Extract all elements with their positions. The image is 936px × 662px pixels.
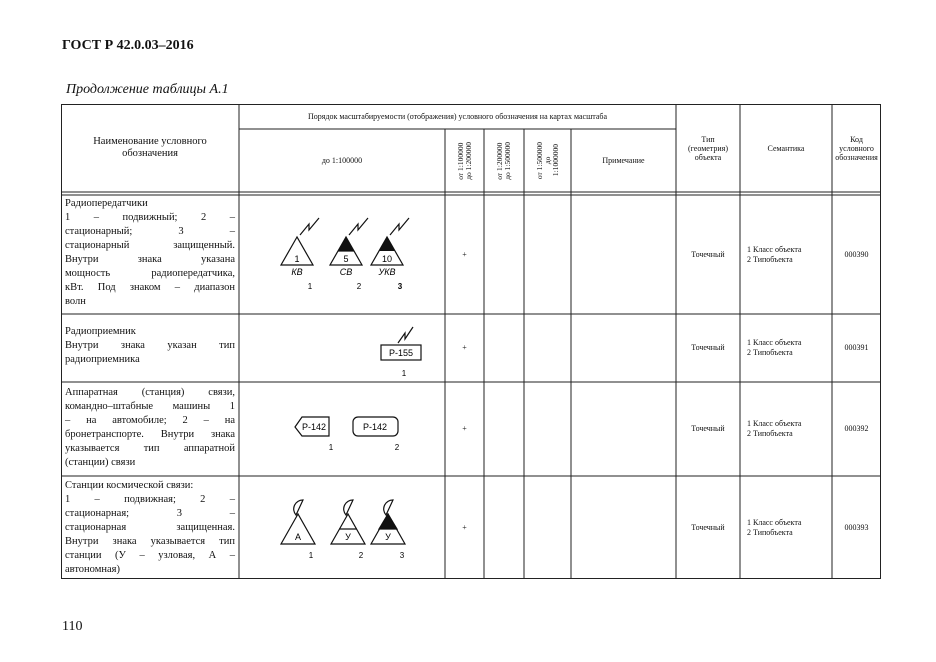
- station-type-label: Р-142: [301, 422, 327, 432]
- document-title: ГОСТ Р 42.0.03–2016: [62, 38, 194, 53]
- variant-number: 3: [397, 282, 403, 291]
- band-label: КВ: [291, 267, 303, 277]
- station-type-label: Р-142: [362, 422, 388, 432]
- symbols-table: [61, 104, 881, 579]
- row-name: Радиоприемник Внутри знака указан тип радиоприемника: [65, 326, 235, 365]
- transmitter-power-label: 10: [381, 254, 393, 264]
- symbol-code: 000392: [844, 424, 869, 433]
- header-scale-500k: от 1:200000 до 1:500000: [495, 141, 512, 180]
- geometry-type: Точечный: [691, 424, 725, 433]
- variant-number: 2: [358, 551, 364, 560]
- symbol-code: 000390: [844, 249, 869, 259]
- variant-number: 2: [394, 443, 400, 452]
- header-semantics: Семантика: [767, 143, 805, 153]
- scale-mark: +: [462, 424, 467, 433]
- scale-mark: +: [462, 249, 467, 259]
- variant-number: 1: [401, 369, 407, 378]
- variant-number: 2: [356, 282, 362, 291]
- row-name: Аппаратная (станция) связи, командно–штабные машины 1 – на автомобиле; 2 – на бронетранспорте. Внутри знака указывается тип аппаратной (станции) связи: [65, 387, 235, 468]
- row-name: Радиопередатчики 1 – подвижный; 2 – стационарный; 3 – стационарный защищенный. Внутри знака указана мощность радиопередатчика, кВт. Под знаком – диапазон волн: [65, 198, 235, 307]
- transmitter-power-label: 1: [294, 254, 300, 264]
- page-number: 110: [62, 619, 83, 634]
- header-code: Код условного обозначения: [835, 134, 878, 162]
- symbol-code: 000393: [844, 522, 869, 532]
- header-note: Примечание: [602, 156, 645, 165]
- station-kind-label: А: [294, 532, 302, 542]
- semantics-cell: 1 Класс объекта 2 Типобъекта: [747, 419, 802, 438]
- table-continuation-caption: Продолжение таблицы А.1: [66, 82, 229, 97]
- scale-mark: +: [462, 522, 467, 532]
- geometry-type: Точечный: [691, 249, 725, 259]
- variant-number: 1: [308, 551, 314, 560]
- semantics-cell: 1 Класс объекта 2 Типобъекта: [747, 517, 802, 537]
- geometry-type: Точечный: [691, 522, 725, 532]
- band-label: УКВ: [378, 267, 396, 277]
- header-name: Наименование условного обозначения: [93, 136, 207, 159]
- space-comm-station-symbols: [239, 476, 445, 579]
- variant-number: 1: [328, 443, 334, 452]
- geometry-type: Точечный: [691, 343, 725, 352]
- semantics-cell: 1 Класс объекта 2 Типобъекта: [747, 244, 802, 264]
- transmitter-power-label: 5: [343, 254, 349, 264]
- station-kind-label: У: [345, 532, 351, 542]
- band-label: СВ: [339, 267, 353, 277]
- header-scale-group: Порядок масштабируемости (отображения) условного обозначения на картах масштаба: [307, 112, 608, 121]
- header-type: Тип (геометрия) объекта: [687, 134, 729, 162]
- receiver-type-label: Р-155: [388, 348, 414, 358]
- variant-number: 1: [307, 282, 313, 291]
- variant-number: 3: [399, 551, 405, 560]
- semantics-cell: 1 Класс объекта 2 Типобъекта: [747, 338, 802, 357]
- symbol-code: 000391: [844, 343, 869, 352]
- radio-receiver-symbol: [239, 314, 445, 382]
- station-kind-label: У: [385, 532, 391, 542]
- row-name: Станции космической связи: 1 – подвижная; 2 – стационарная; 3 – стационарная защищенная. Внутри знака указывается тип станции (У – узловая, А – автономная): [65, 480, 235, 575]
- scale-mark: +: [462, 343, 467, 352]
- comm-station-symbols: [239, 382, 445, 476]
- header-scale-1m: от 1:500000 до 1:1000000: [534, 141, 560, 180]
- header-scale-200k: от 1:100000 до 1:200000: [455, 141, 473, 180]
- header-scale-100k: до 1:100000: [321, 156, 363, 165]
- radio-transmitter-symbols: [239, 195, 445, 314]
